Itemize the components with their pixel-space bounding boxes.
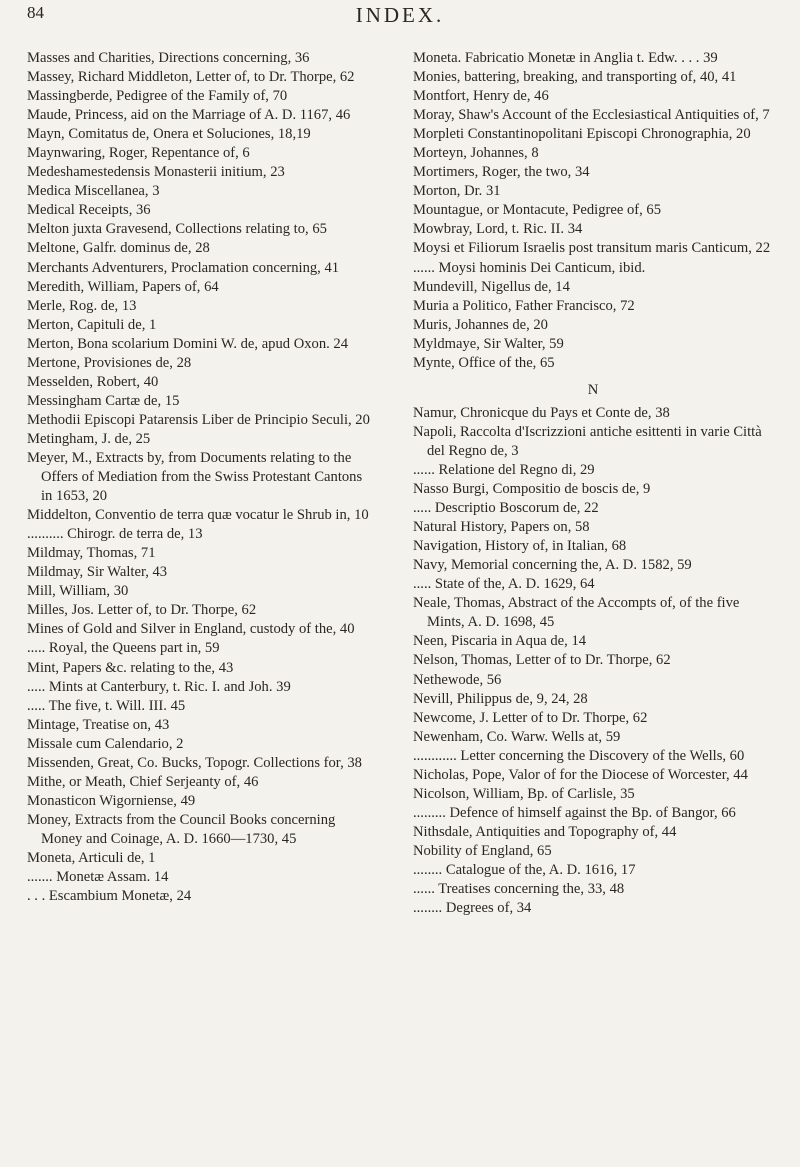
index-entry: Navy, Memorial concerning the, A. D. 1582, 59 <box>413 557 692 574</box>
index-entry: Napoli, Raccolta d'Iscrizzioni antiche esittenti in varie Città del Regno de, 3 <box>413 423 762 459</box>
index-entry: Nobility of England, 65 <box>413 842 552 859</box>
index-entry: ..... Royal, the Queens part in, 59 <box>27 640 220 657</box>
index-entry: Merle, Rog. de, 13 <box>27 297 137 314</box>
index-entry: Money, Extracts from the Council Books concerning Money and Coinage, A. D. 1660—1730, 45 <box>27 811 336 847</box>
index-entry: Nicolson, William, Bp. of Carlisle, 35 <box>413 785 635 802</box>
index-entry: Moysi et Filiorum Israelis post transitum maris Canticum, 22 <box>413 240 771 257</box>
index-entry: ......... Defence of himself against the Bp. of Bangor, 66 <box>413 804 736 821</box>
index-entry: Mint, Papers &c. relating to the, 43 <box>27 659 234 676</box>
left-column <box>27 49 375 906</box>
index-entry: Natural History, Papers on, 58 <box>413 519 590 536</box>
index-entry: . . . Escambium Monetæ, 24 <box>27 888 192 905</box>
index-entry: Mithe, or Meath, Chief Serjeanty of, 46 <box>27 773 259 790</box>
index-entry: Mortimers, Roger, the two, 34 <box>413 164 590 181</box>
index-entry: Nevill, Philippus de, 9, 24, 28 <box>413 690 588 707</box>
index-entry: Nicholas, Pope, Valor of for the Diocese of Worcester, 44 <box>413 766 748 783</box>
index-entry: Nelson, Thomas, Letter of to Dr. Thorpe, 62 <box>413 652 671 669</box>
index-entry: Merton, Bona scolarium Domini W. de, apud Oxon. 24 <box>27 335 349 352</box>
index-entry: ...... Relatione del Regno di, 29 <box>413 461 595 478</box>
index-entry: Missale cum Calendario, 2 <box>27 735 184 752</box>
index-entry: Mynte, Office of the, 65 <box>413 354 555 371</box>
index-entry: Newenham, Co. Warw. Wells at, 59 <box>413 728 621 745</box>
index-entry: Middelton, Conventio de terra quæ vocatur le Shrub in, 10 <box>27 507 369 524</box>
index-entry: Moray, Shaw's Account of the Ecclesiastical Antiquities of, 7 <box>413 107 770 124</box>
index-entry: Morton, Dr. 31 <box>413 183 501 200</box>
index-entry: Mertone, Provisiones de, 28 <box>27 354 192 371</box>
index-entry: Moneta. Fabricatio Monetæ in Anglia t. Edw. . . . 39 <box>413 50 718 66</box>
index-entry: Namur, Chronicque du Pays et Conte de, 38 <box>413 404 670 421</box>
index-entry: Meltone, Galfr. dominus de, 28 <box>27 240 210 257</box>
index-entry: ............ Letter concerning the Discovery of the Wells, 60 <box>413 747 745 764</box>
index-entry: Maude, Princess, aid on the Marriage of A. D. 1167, 46 <box>27 107 351 124</box>
right-column <box>413 49 773 918</box>
index-entry: Neen, Piscaria in Aqua de, 14 <box>413 633 587 650</box>
index-entry: Milles, Jos. Letter of, to Dr. Thorpe, 62 <box>27 602 257 619</box>
page-title: INDEX. <box>355 3 445 27</box>
index-entry: Massey, Richard Middleton, Letter of, to Dr. Thorpe, 62 <box>27 69 355 86</box>
index-entry: Metingham, J. de, 25 <box>27 430 151 447</box>
index-entry: ..... The five, t. Will. III. 45 <box>27 697 186 714</box>
index-entry: Montfort, Henry de, 46 <box>413 88 549 105</box>
index-entry: Monies, battering, breaking, and transporting of, 40, 41 <box>413 69 737 86</box>
index-entry: Merchants Adventurers, Proclamation concerning, 41 <box>27 259 340 276</box>
index-entry: Mines of Gold and Silver in England, custody of the, 40 <box>27 621 355 638</box>
index-entry: ........ Catalogue of the, A. D. 1616, 17 <box>413 861 636 878</box>
index-entry: Newcome, J. Letter of to Dr. Thorpe, 62 <box>413 709 648 726</box>
index-entry: Mountague, or Montacute, Pedigree of, 65 <box>413 202 662 219</box>
index-entry: Mill, William, 30 <box>27 583 129 600</box>
index-entry: ...... Moysi hominis Dei Canticum, ibid. <box>413 259 646 276</box>
index-entry: Myldmaye, Sir Walter, 59 <box>413 335 564 352</box>
index-entry: Monasticon Wigorniense, 49 <box>27 792 196 809</box>
index-entry: Moneta, Articuli de, 1 <box>27 849 156 866</box>
index-entry: Missenden, Great, Co. Bucks, Topogr. Collections for, 38 <box>27 754 362 771</box>
index-entry: Morpleti Constantinopolitani Episcopi Chronographia, 20 <box>413 126 751 143</box>
index-entry: Mowbray, Lord, t. Ric. II. 34 <box>413 221 583 238</box>
index-entry: Melton juxta Gravesend, Collections relating to, 65 <box>27 221 327 238</box>
index-entry: Mildmay, Sir Walter, 43 <box>27 564 168 581</box>
index-entry: Navigation, History of, in Italian, 68 <box>413 538 627 555</box>
n-entries <box>413 404 773 918</box>
index-entry: Muris, Johannes de, 20 <box>413 316 548 333</box>
index-entry: ....... Monetæ Assam. 14 <box>27 869 169 886</box>
index-entry: ..... Descriptio Boscorum de, 22 <box>413 500 599 517</box>
page-number: 84 <box>27 3 44 22</box>
index-entry: Neale, Thomas, Abstract of the Accompts of, of the five Mints, A. D. 1698, 45 <box>413 595 740 631</box>
index-entry: Medeshamestedensis Monasterii initium, 23 <box>27 164 285 181</box>
index-entry: ..... State of the, A. D. 1629, 64 <box>413 576 595 593</box>
index-entry: Methodii Episcopi Patarensis Liber de Principio Seculi, 20 <box>27 411 370 428</box>
m-entries <box>413 49 773 373</box>
index-entry: Mildmay, Thomas, 71 <box>27 545 156 562</box>
index-entry: Muria a Politico, Father Francisco, 72 <box>413 297 635 314</box>
index-entry: Messelden, Robert, 40 <box>27 373 159 390</box>
index-entry: Nasso Burgi, Compositio de boscis de, 9 <box>413 481 651 498</box>
index-entry: Nethewode, 56 <box>413 671 502 688</box>
section-letter-n: N <box>587 381 599 398</box>
index-entry: Masses and Charities, Directions concerning, 36 <box>27 50 310 66</box>
index-entry: ........ Degrees of, 34 <box>413 900 532 917</box>
index-entry: Meredith, William, Papers of, 64 <box>27 278 219 295</box>
index-entry: Mayn, Comitatus de, Onera et Soluciones, 18,19 <box>27 126 311 143</box>
index-entry: Meyer, M., Extracts by, from Documents relating to the Offers of Mediation from the Swiss Protestant Cantons in 1653, 20 <box>27 449 363 505</box>
index-entry: Nithsdale, Antiquities and Topography of, 44 <box>413 823 677 840</box>
index-entry: Morteyn, Johannes, 8 <box>413 145 539 162</box>
index-entry: Maynwaring, Roger, Repentance of, 6 <box>27 145 250 162</box>
index-entry: ..... Mints at Canterbury, t. Ric. I. and Joh. 39 <box>27 678 291 695</box>
index-entry: Mundevill, Nigellus de, 14 <box>413 278 570 295</box>
index-entry: .......... Chirogr. de terra de, 13 <box>27 526 203 543</box>
index-entry: Medica Miscellanea, 3 <box>27 183 160 200</box>
index-entry: Merton, Capituli de, 1 <box>27 316 157 333</box>
index-entry: ...... Treatises concerning the, 33, 48 <box>413 881 625 898</box>
index-entry: Mintage, Treatise on, 43 <box>27 716 170 733</box>
index-entry: Messingham Cartæ de, 15 <box>27 392 180 409</box>
index-entry: Massingberde, Pedigree of the Family of, 70 <box>27 88 288 105</box>
index-entry: Medical Receipts, 36 <box>27 202 151 219</box>
